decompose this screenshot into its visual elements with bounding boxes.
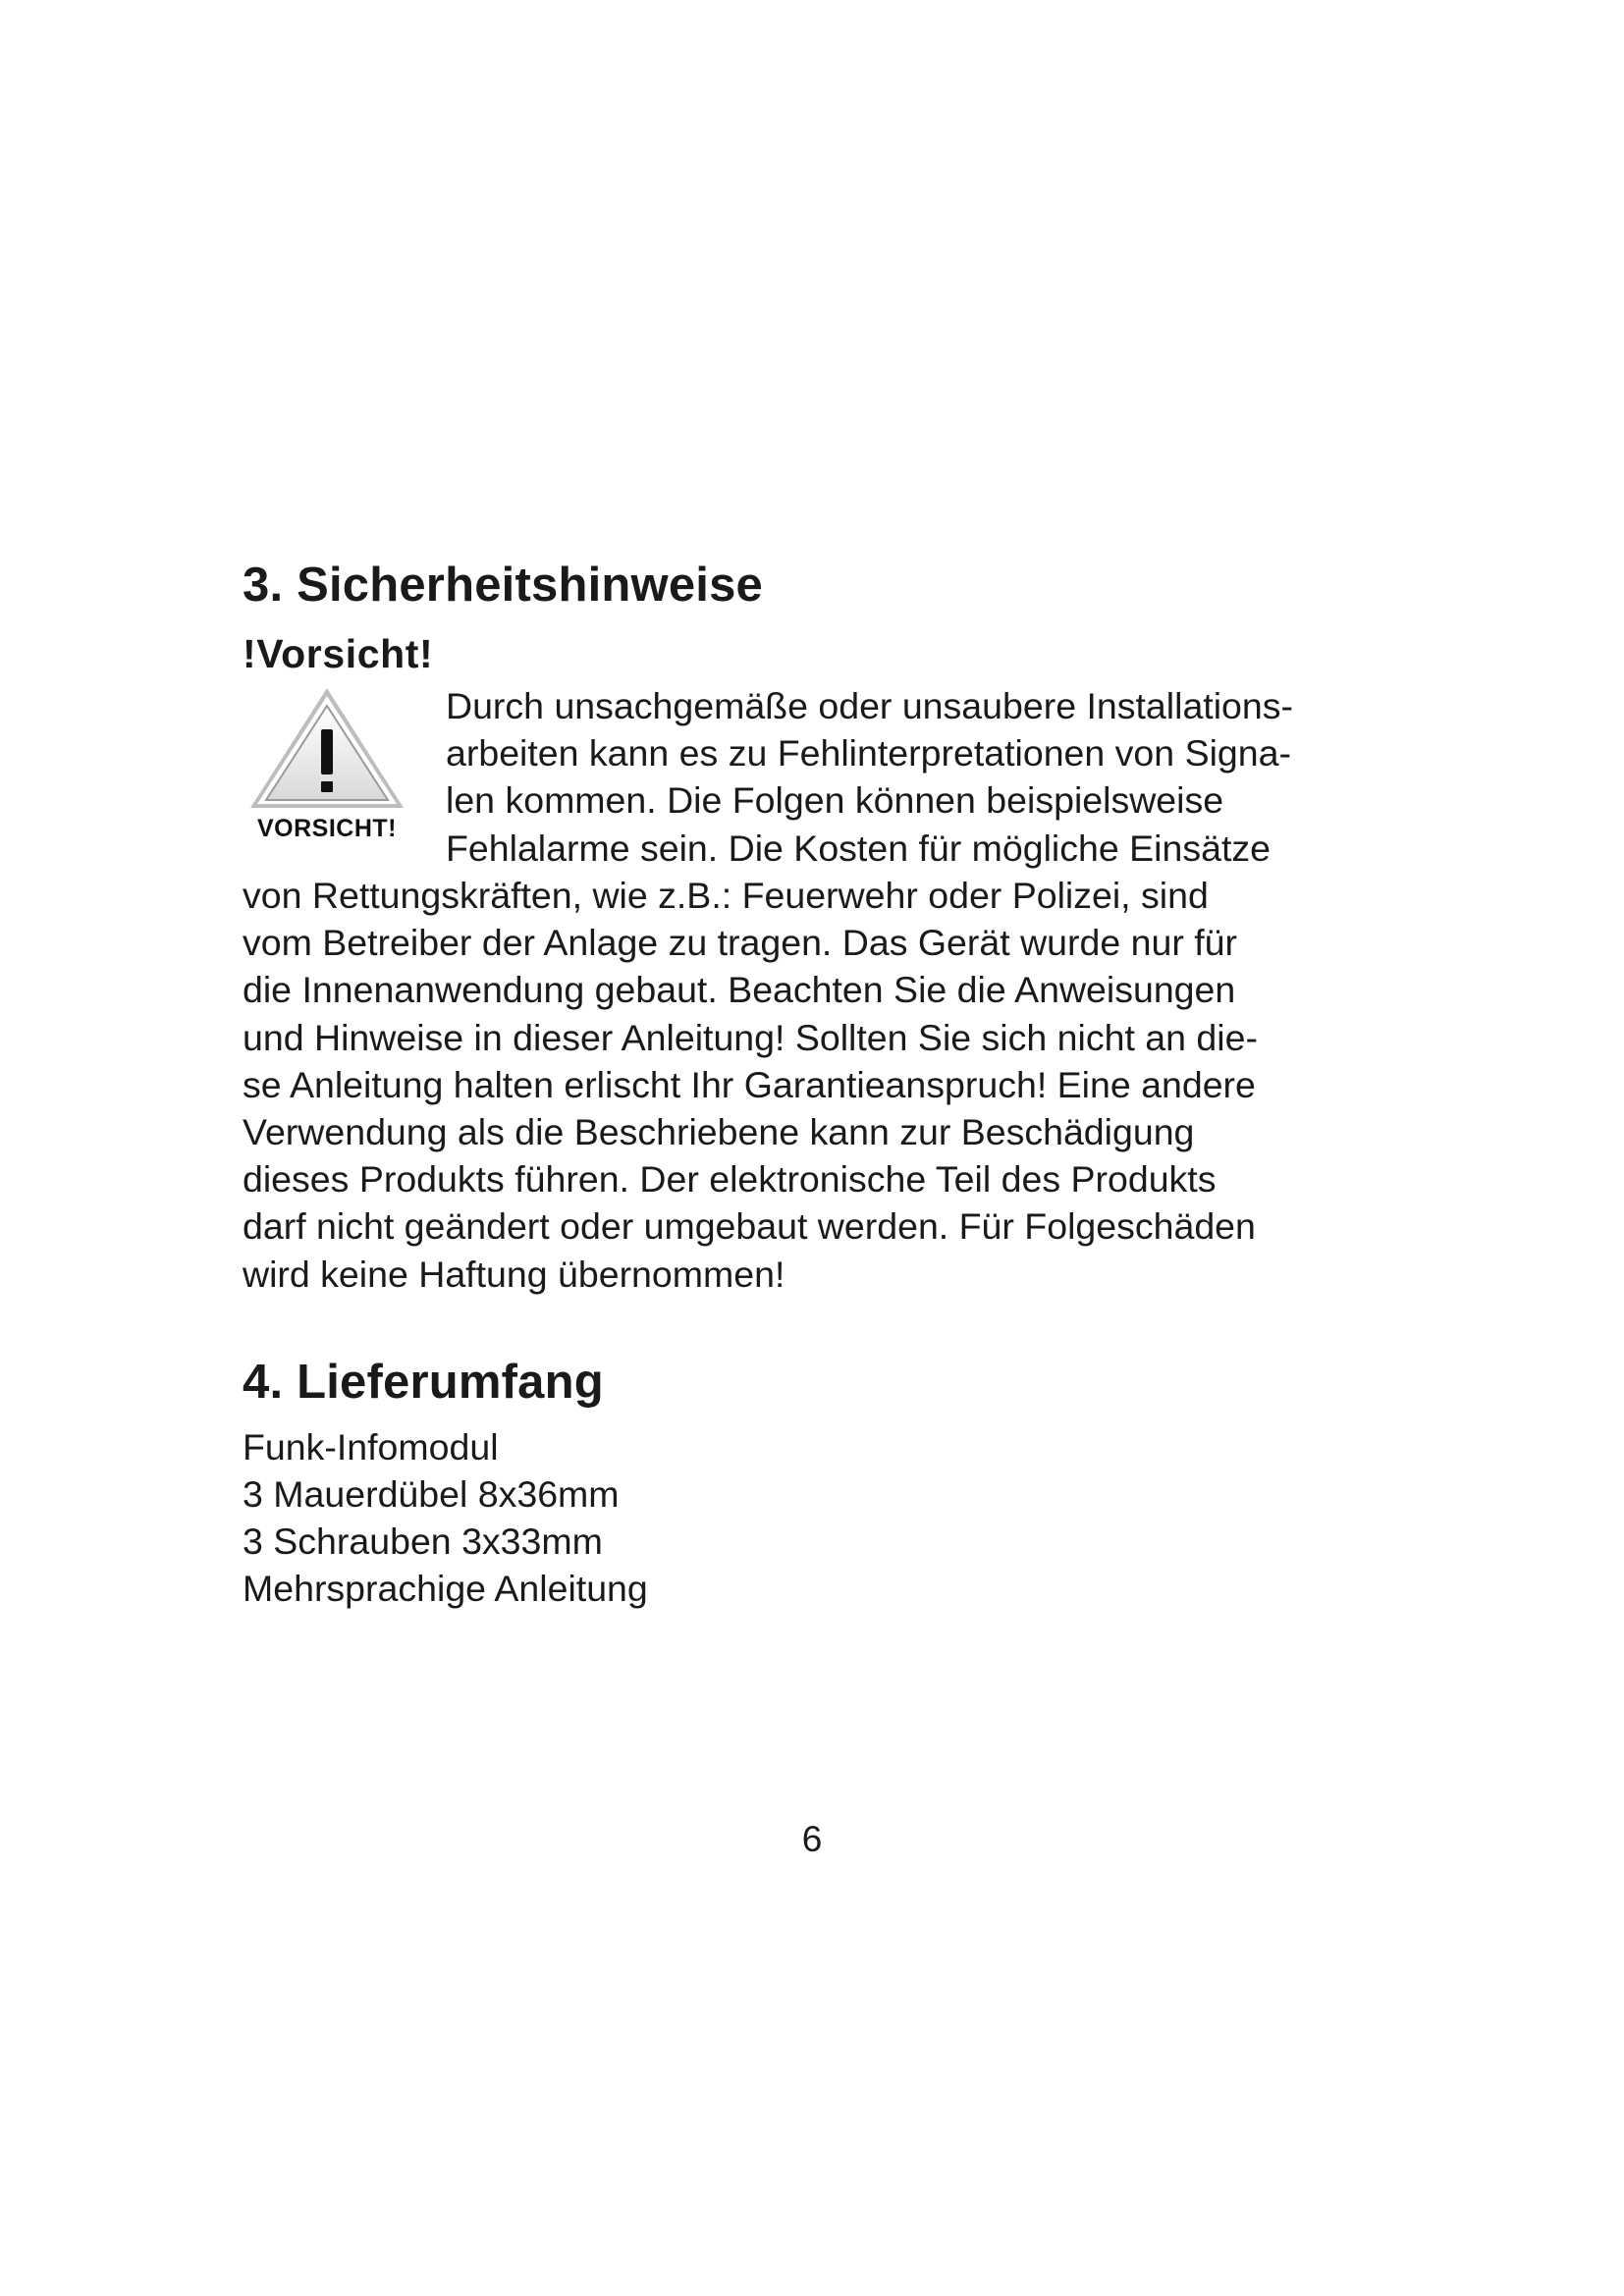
section-heading-delivery: 4. Lieferumfang xyxy=(243,1355,604,1409)
warning-icon-label: VORSICHT! xyxy=(257,815,397,843)
delivery-list xyxy=(243,1423,1391,1613)
list-item: Mehrsprachige Anleitung xyxy=(243,1568,648,1610)
safety-line: von Rettungskräften, wie z.B.: Feuerwehr oder Polizei, sind xyxy=(243,874,1209,916)
warning-triangle-graphic xyxy=(246,682,407,810)
safety-line: Verwendung als die Beschriebene kann zur Beschädigung xyxy=(243,1110,1195,1152)
safety-line: vom Betreiber der Anlage zu tragen. Das Gerät wurde nur für xyxy=(243,922,1238,964)
list-item: Funk-Infomodul xyxy=(243,1425,499,1468)
safety-line: dieses Produkts führen. Der elektronische Teil des Produkts xyxy=(243,1158,1217,1201)
section-delivery xyxy=(243,1357,1391,1613)
safety-line: Durch unsachgemäße oder unsaubere Installations- xyxy=(446,685,1293,727)
list-item: 3 Schrauben 3x33mm xyxy=(243,1521,603,1563)
safety-line: und Hinweise in dieser Anleitung! Sollten Sie sich nicht an die- xyxy=(243,1016,1258,1058)
safety-line: se Anleitung halten erlischt Ihr Garantieanspruch! Eine andere xyxy=(243,1063,1256,1105)
page-number: 6 xyxy=(801,1819,823,1859)
safety-line: Fehlalarme sein. Die Kosten für mögliche Einsätze xyxy=(446,827,1271,869)
warning-triangle-icon xyxy=(243,682,411,854)
safety-line: wird keine Haftung übernommen! xyxy=(243,1253,785,1295)
page-content xyxy=(243,560,1391,1612)
safety-text-block xyxy=(243,682,1391,1298)
caution-title: !Vorsicht! xyxy=(243,630,434,676)
safety-paragraph xyxy=(243,682,1391,1298)
safety-line: darf nicht geändert oder umgebaut werden. Für Folgeschäden xyxy=(243,1205,1256,1248)
safety-line: arbeiten kann es zu Fehlinterpretationen von Signa- xyxy=(446,732,1291,774)
list-item: 3 Mauerdübel 8x36mm xyxy=(243,1472,620,1515)
safety-line: len kommen. Die Folgen können beispielsweise xyxy=(446,779,1224,822)
section-heading-safety: 3. Sicherheitshinweise xyxy=(243,559,764,612)
safety-line: die Innenanwendung gebaut. Beachten Sie die Anweisungen xyxy=(243,969,1236,1011)
